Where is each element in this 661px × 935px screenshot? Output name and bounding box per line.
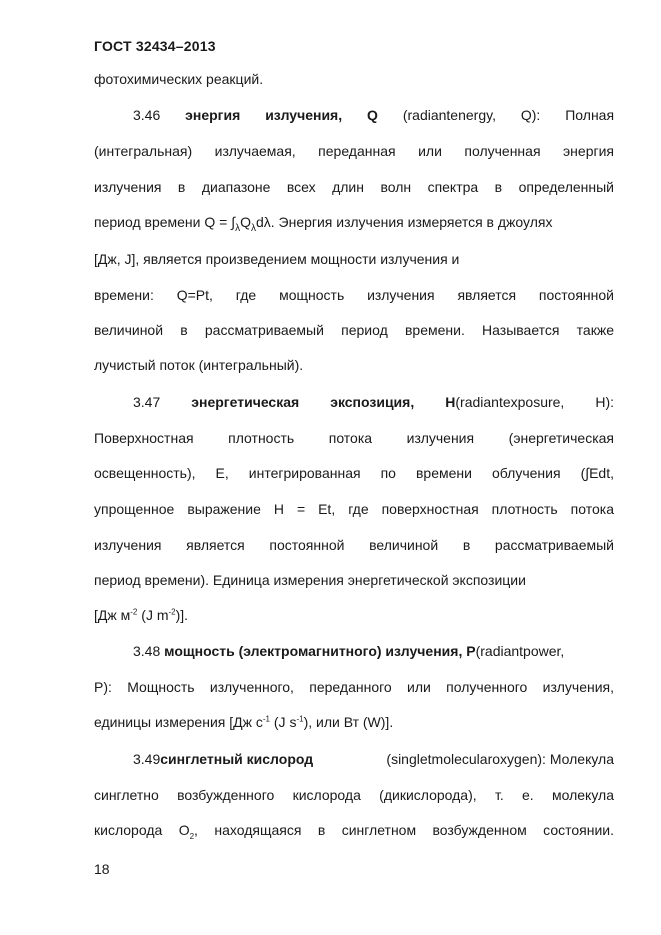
term-word: излучения,: [265, 107, 343, 123]
unit-part: [Дж м: [94, 607, 131, 623]
term-english: (radiantpower,: [475, 643, 565, 659]
term-word: мощность (электромагнитного) излучения, P: [164, 643, 476, 659]
formula-part: Q: [240, 214, 251, 230]
text-line: период времени). Единица измерения энергетической экспозиции: [94, 572, 526, 588]
text-line: освещенность), E, интегрированная по времени облучения (∫Edt,: [94, 465, 614, 481]
term-english: (radiantenergy,: [402, 107, 496, 123]
term-english-symbol: Q):: [520, 107, 541, 123]
term-word: экспозиция,: [330, 394, 415, 410]
term-3-46-heading: [133, 106, 614, 124]
term-english: (singletmolecularoxygen): Молекула: [386, 751, 614, 767]
unit-part: единицы измерения [Дж c: [94, 714, 263, 730]
clause-number: 3.47: [133, 394, 161, 410]
formula-part: период времени Q = ∫: [94, 214, 236, 230]
text-line: [Дж, J], является произведением мощности излучения и: [94, 251, 460, 267]
text-line: синглетно возбужденного кислорода (дикислорода), т. е. молекула: [94, 787, 614, 803]
unit-line: [94, 713, 614, 731]
text-part: кислорода O: [94, 822, 190, 838]
unit-part: (J m: [137, 607, 169, 623]
term-symbol: H: [445, 394, 456, 410]
text-line: фотохимических реакций.: [94, 71, 264, 87]
formula-subscript: λ: [235, 222, 241, 234]
formula-line: [94, 821, 614, 839]
formula-line: [94, 213, 614, 234]
formula-part: dλ. Энергия излучения измеряется в джоулях: [255, 214, 553, 230]
unit-part: (J s: [270, 714, 297, 730]
term-symbol: Q: [367, 107, 378, 123]
definition-start: Полная: [565, 107, 615, 123]
text-line: (интегральная) излучаемая, переданная или полученная энергия: [94, 143, 614, 159]
text-line: времени: Q=Pt, где мощность излучения является постоянной: [94, 287, 614, 303]
term-english: (radiantexposure,: [455, 394, 565, 410]
unit-superscript: -2: [130, 607, 138, 617]
text-line: P): Мощность излученного, переданного или полученного излучения,: [94, 679, 614, 695]
text-part: , находящаяся в синглетном возбужденном состоянии.: [194, 822, 614, 838]
term-3-49-heading: [133, 750, 614, 768]
term-3-47-heading: [133, 393, 614, 411]
unit-superscript: -1: [262, 714, 270, 724]
term-3-48-heading: [133, 642, 614, 660]
standard-title: ГОСТ 32434–2013: [94, 38, 216, 54]
unit-part: )].: [175, 607, 189, 623]
text-line: излучения в диапазоне всех длин волн спектра в определенный: [94, 179, 614, 195]
clause-number: 3.46: [133, 107, 161, 123]
text-line: Поверхностная плотность потока излучения (энергетическая: [94, 430, 614, 446]
term-word: энергетическая: [191, 394, 300, 410]
text-line: величиной в рассматриваемый период времени. Называется также: [94, 322, 614, 338]
unit-superscript: -1: [296, 714, 304, 724]
unit-line: [94, 606, 614, 624]
page-number: 18: [94, 861, 110, 877]
text-line: лучистый поток (интегральный).: [94, 357, 304, 373]
term-word: энергия: [185, 107, 241, 123]
clause-number: 3.49: [133, 751, 161, 767]
unit-superscript: -2: [168, 607, 176, 617]
clause-number: 3.48: [133, 643, 161, 659]
text-line: излучения является постоянной величиной в рассматриваемый: [94, 537, 614, 553]
unit-part: ), или Вт (W)].: [303, 714, 394, 730]
term-word: синглетный кислород: [160, 751, 314, 767]
chemical-subscript: 2: [189, 831, 195, 841]
formula-subscript: λ: [250, 222, 256, 234]
text-line: упрощенное выражение H = Et, где поверхностная плотность потока: [94, 501, 614, 517]
term-english-symbol: H):: [595, 394, 615, 410]
